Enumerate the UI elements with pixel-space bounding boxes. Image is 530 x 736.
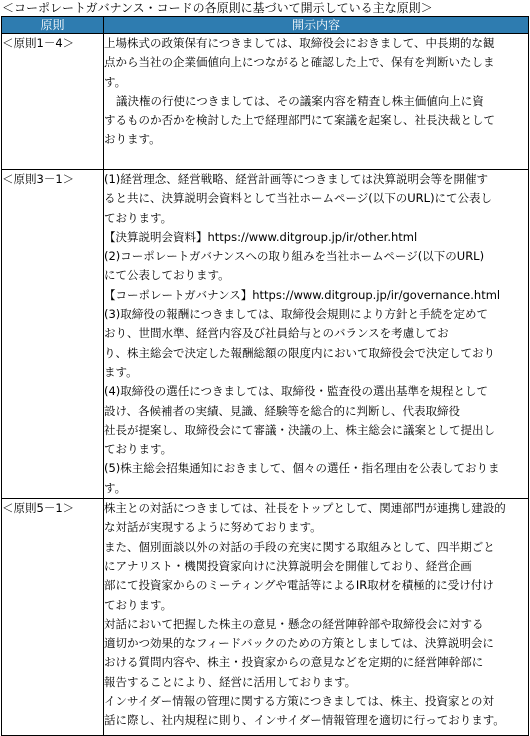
text-line: にアナリスト・機関投資家向けに決算説明会を開催しており、経営企画	[104, 558, 472, 573]
text-line: 議決権の行使につきましては、その議案内容を精査し株主価値向上に資	[116, 93, 484, 108]
text-line: 【決算説明会資料】https://www.ditgroup.jp/ir/other.html	[104, 229, 418, 244]
text-line: ると共に、決算説明会資料として当社ホームページ(以下のURL)にて公表し	[104, 191, 493, 206]
text-line: にて公表しております。	[104, 268, 230, 283]
text-line: ております。	[104, 210, 173, 225]
disclosure-content	[104, 499, 529, 736]
principle-label: ＜原則3－1＞	[2, 170, 104, 499]
disclosure-content	[104, 170, 529, 499]
text-line: (4)取締役の選任につきましては、取締役・監査役の選出基準を規程として	[104, 384, 489, 399]
text-line: り、株主総会で決定した報酬総額の限度内において取締役会で決定しており	[104, 345, 495, 360]
text-line: 社長が提案し、取締役会にて審議・決議の上、株主総会に議案として提出し	[104, 422, 495, 437]
principle-label: ＜原則5－1＞	[2, 499, 104, 736]
text-line: また、個別面談以外の対話の手段の充実に関する取組みとして、四半期ごと	[104, 539, 495, 554]
text-line: インサイダー情報の管理に関する方策につきましては、株主、投資家との対	[104, 694, 494, 709]
table-header-row	[2, 17, 529, 34]
text-line: おり、世間水準、経営内容及び社員給与とのバランスを考慮してお	[104, 326, 449, 341]
text-line: 報告することにより、経営に活用しております。	[104, 674, 357, 689]
principle-label: ＜原則1－4＞	[2, 34, 104, 170]
page-caption: ＜コーポレートガバナンス・コードの各原則に基づいて開示している主な原則＞	[2, 1, 433, 15]
text-line: 設け、各候補者の実績、見識、経験等を総合的に判断し、代表取締役	[104, 403, 461, 418]
text-line: ております。	[104, 442, 173, 457]
text-line: な対話が実現するように努めております。	[104, 520, 322, 535]
text-line: す。	[104, 74, 127, 89]
text-line: 部にて投資家からのミーティングや電話等によるIR取材を積極的に受け付け	[104, 578, 494, 593]
text-line: ております。	[104, 597, 173, 612]
text-line: 適切かつ効果的なフィードバックのための方策としましては、決算説明会に	[104, 636, 494, 651]
text-line: (5)株主総会招集通知におきまして、個々の選任・指名理由を公表しておりま	[104, 461, 500, 476]
text-line: 上場株式の政策保有につきましては、取締役会におきまして、中長期的な観	[104, 36, 495, 50]
text-line: ます。	[104, 364, 138, 379]
text-line: 話に際し、社内規程に則り、インサイダー情報管理を適切に行っております。	[104, 713, 505, 728]
table-row	[2, 499, 529, 736]
text-line: おける質問内容や、株主・投資家からの意見などを定期的に経営陣幹部に	[104, 655, 484, 670]
principles-table	[1, 16, 529, 736]
text-line: 【コーポレートガバナンス】https://www.ditgroup.jp/ir/governance.html	[104, 287, 501, 302]
table-row	[2, 34, 529, 170]
principle-column-header: 原則	[2, 17, 104, 34]
text-line: おります。	[104, 132, 161, 147]
text-line: 点から当社の企業価値向上につながると確認した上で、保有を判断いたしま	[104, 55, 495, 70]
text-line: するものか否かを検討した上で経理部門にて案議を起案し、社長決裁として	[104, 113, 495, 128]
disclosure-content	[104, 34, 529, 170]
text-line: (2)コーポレートガバナンスへの取り組みを当社ホームページ(以下のURL)	[104, 249, 485, 264]
table-row	[2, 170, 529, 499]
text-line: 株主との対話につきましては、社長をトップとして、関連部門が連携し建設的	[104, 501, 506, 516]
text-line: 対話において把握した株主の意見・懸念の経営陣幹部や取締役会に対する	[104, 616, 484, 631]
disclosure-column-header: 開示内容	[104, 17, 529, 34]
text-line: す。	[104, 480, 127, 495]
text-line: (3)取締役の報酬につきましては、取締役会規則により方針と手続を定めて	[104, 307, 489, 322]
text-line: (1)経営理念、経営戦略、経営計画等につきましては決算説明会等を開催す	[104, 172, 489, 186]
